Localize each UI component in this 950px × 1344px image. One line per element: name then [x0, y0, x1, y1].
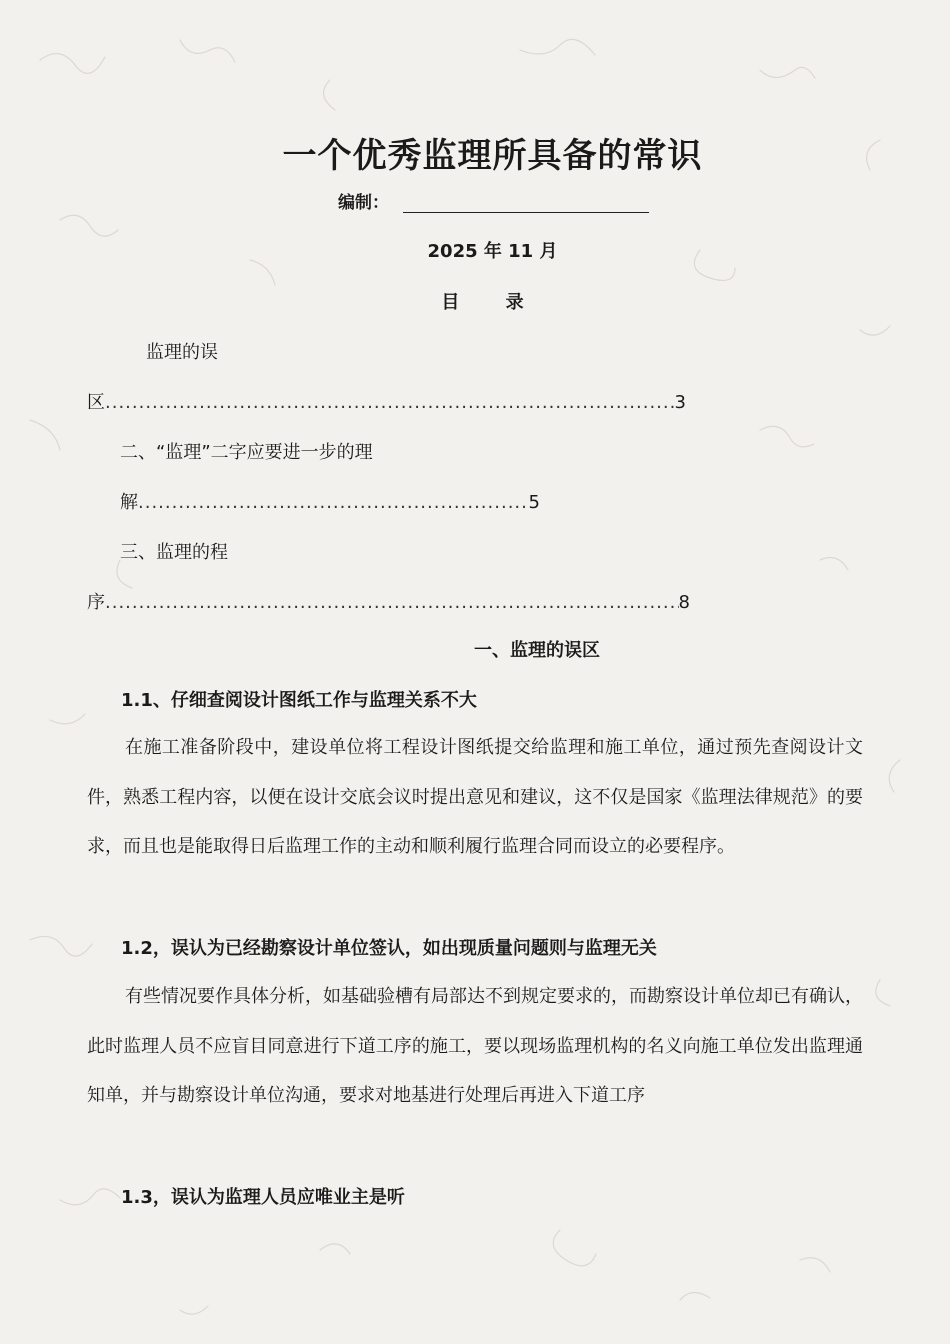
compiler-label: 编制：	[338, 193, 389, 213]
subsection-body-1-2: 有些情况要作具体分析，如基础验槽有局部达不到规定要求的，而勘察设计单位却已有确认，此时监理人员不应盲目同意进行下道工序的施工，要以现场监理机构的名义向施工单位发出监理通知单，并与勘察设计单位沟通，要求对地基进行处理后再进入下道工序	[87, 986, 863, 1106]
toc-entry-2-title-end: 解	[120, 492, 138, 513]
toc-leader-dots	[105, 592, 679, 613]
document-date: 2025 年 11 月	[427, 241, 558, 262]
toc-entry-3-page: 8	[678, 592, 690, 613]
subsection-heading-1-2: 1.2，误认为已经勘察设计单位签认，如出现质量问题则与监理无关	[121, 938, 657, 959]
compiler-blank-line	[403, 192, 649, 213]
toc-leader-dots	[105, 392, 675, 413]
toc-entry-3-title-end: 序	[87, 592, 105, 613]
toc-leader-dots	[138, 492, 529, 513]
toc-entry-1[interactable]	[87, 388, 686, 414]
document-title: 一个优秀监理所具备的常识	[282, 136, 703, 176]
toc-entry-2-page: 5	[528, 492, 540, 513]
toc-entry-2-title: 二、“监理”二字应要进一步的理	[120, 442, 373, 463]
compiler-field	[338, 188, 649, 213]
toc-entry-3-title: 三、监理的程	[120, 542, 228, 563]
subsection-heading-1-1: 1.1、仔细查阅设计图纸工作与监理关系不大	[121, 690, 477, 711]
toc-entry-2[interactable]	[120, 488, 540, 514]
toc-heading: 目 录	[441, 292, 544, 313]
toc-entry-1-title: 监理的误	[146, 342, 218, 363]
toc-entry-1-page: 3	[674, 392, 686, 413]
toc-entry-3[interactable]	[87, 588, 690, 614]
toc-entry-1-title-end: 区	[87, 392, 105, 413]
section-heading: 一、监理的误区	[474, 640, 600, 661]
subsection-heading-1-3: 1.3，误认为监理人员应唯业主是听	[121, 1187, 405, 1208]
subsection-body-1-1: 在施工准备阶段中，建设单位将工程设计图纸提交给监理和施工单位，通过预先查阅设计文件，熟悉工程内容，以便在设计交底会议时提出意见和建议，这不仅是国家《监理法律规范》的要求，而且也是能取得日后监理工作的主动和顺利履行监理合同而设立的必要程序。	[87, 737, 863, 857]
